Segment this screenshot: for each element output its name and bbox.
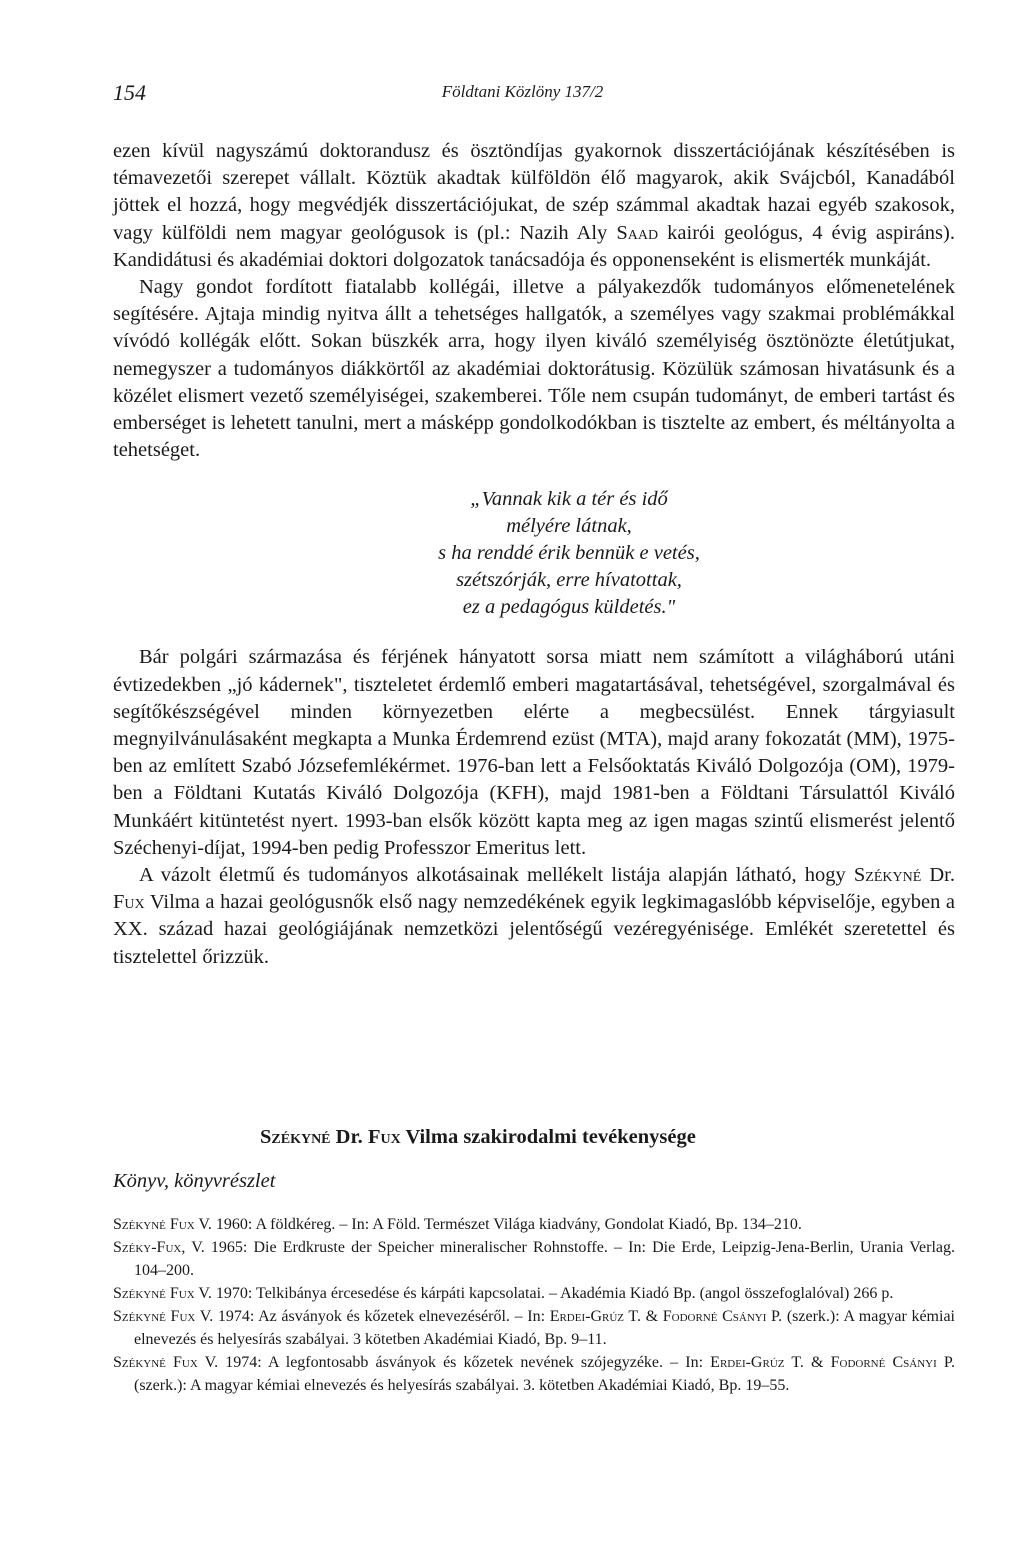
poem-line: szétszórják, erre hívatottak,: [456, 569, 682, 592]
reference-text: 1974: A legfontosabb ásványok és kőzetek nevének szójegyzéke. – In:: [218, 1354, 711, 1371]
page-number: 154: [113, 80, 146, 105]
reference-text-end: (szerk.): A magyar kémiai elnevezés és helyesírás szabályai. 3 kötetben Akadémiai Kiadó, Bp. 9–11.: [134, 1308, 955, 1348]
reference-author: Székyné Fux V.: [113, 1216, 212, 1233]
reference-author: Székyné Fux V.: [113, 1308, 214, 1325]
reference-text: 1974: Az ásványok és kőzetek elnevezéséről. – In:: [213, 1308, 550, 1325]
bibliography-section: [113, 1126, 955, 1206]
reference-text: 1960: A földkéreg. – In: A Föld. Természet Világa kiadvány, Gondolat Kiadó, Bp. 134–210.: [211, 1216, 802, 1233]
reference-author: Székyné Fux V.: [113, 1285, 212, 1302]
paragraph-4-end: Vilma a hazai geológusnők első nagy nemzedékének egyik legkimagaslóbb képviselője, egyben a XX. század hazai geológiájának nemzetközi jelentőségű vezéregyénisége. Emlékét szeretettel és tisztelettel őrizzük.: [113, 891, 955, 968]
article-body: [113, 138, 955, 971]
reference-editors: Erdei-Grúz T. & Fodorné Csányi P.: [549, 1308, 783, 1325]
paragraph-3: Bár polgári származása és férjének hányatott sorsa miatt nem számított a világháború utáni évtizedekben „jó kádernek", tiszteletet érdemlő emberi magatartásával, tehetségével, szorgalmával és segítőkészségével minden környezetben elérte a megbecsülést. Ennek tárgyiasult megnyilvánulásaként megkapta a Munka Érdemrend ezüst (MTA), majd arany fokozatát (MM), 1975-ben az említett Szabó Józsefemlékérmet. 1976-ban lett a Felsőoktatás Kiváló Dolgozója (OM), 1979-ben a Földtani Kutatás Kiváló Dolgozója (KFH), majd 1981-ben a Földtani Társulattól Kiváló Munkáért kitüntetést nyert. 1993-ban elsők között kapta meg az igen magas szintű elismerést jelentő Széchenyi-díjat, 1994-ben pedig Professzor Emeritus lett.: [113, 646, 955, 859]
paragraph-4-text: A vázolt életmű és tudományos alkotásainak mellékelt listája alapján látható, hogy: [139, 864, 854, 887]
poem-line: s ha renddé érik bennük e vetés,: [438, 542, 700, 565]
reference-item: [113, 1351, 955, 1397]
reference-editors: Erdei-Grúz T. & Fodorné Csányi P.: [710, 1354, 955, 1371]
reference-author: Széky-Fux, V.: [113, 1239, 205, 1256]
author-name-fux: Fux: [113, 891, 145, 914]
title-name-fux: Fux: [367, 1126, 401, 1148]
reference-author: Székyné Fux V.: [113, 1354, 219, 1371]
title-dr: Dr.: [330, 1126, 368, 1148]
paragraph-4: [113, 862, 955, 971]
poem-line: ez a pedagógus küldetés.": [462, 596, 676, 619]
author-name-szekyne: Székyné: [853, 864, 922, 887]
paragraph-2: Nagy gondot fordított fiatalabb kollégái, illetve a pályakezdők tudományos előmenetelének segítésére. Ajtaja mindig nyitva állt a tehetséges hallgatók, a személyes vagy szakmai problémákkal vívódó kollégák előtt. Sokan büszkék arra, hogy ilyen kiváló személyiség ösztönözte életútjukat, nemegyszer a tudományos diákkörtől az akadémiai doktorátusig. Közülük számosan hivatásunk és a közélet elismert vezető személyiségei, szakemberei. Tőle nem csupán tudományt, de emberi tartást és emberséget is lehetett tanulni, mert a másképp gondolkodókban is tisztelte az embert, és méltányolta a tehetséget.: [113, 276, 955, 462]
paragraph-1: [113, 138, 955, 274]
paragraph-1-end: kairói geológus, 4 évig aspiráns). Kandidátusi és akadémiai doktori dolgozatok tanácsadója és opponenseként is elismerték munkáját.: [113, 221, 955, 271]
author-name-saad: Saad: [616, 221, 659, 244]
page-header: [113, 80, 932, 110]
paragraph-4-title: Dr.: [921, 864, 956, 887]
poem-line: mélyére látnak,: [506, 515, 632, 538]
reference-text: 1970: Telkibánya ércesedése és kárpáti kapcsolatai. – Akadémia Kiadó Bp. (angol összefoglalóval) 266 p.: [211, 1285, 894, 1302]
section-subtitle: Könyv, könyvrészlet: [113, 1170, 276, 1192]
reference-item: [113, 1305, 955, 1351]
reference-text-end: (szerk.): A magyar kémiai elnevezés és helyesírás szabályai. 3. kötetben Akadémiai Kiadó, Bp. 19–55.: [134, 1377, 790, 1394]
title-rest: Vilma szakirodalmi tevékenysége: [400, 1126, 696, 1148]
paragraph-1-text: ezen kívül nagyszámú doktorandusz és ösztöndíjas gyakornok disszertációjának készítésében is témavezetői szerepet vállalt. Köztük akadtak külföldön élő magyarok, akik Svájcból, Kanadából jöttek el hozzá, hogy megvédjék disszertációjukat, de szép számmal akadtak hazai egyéb szakosok, vagy külföldi nem magyar geológusok is (pl.: Nazih Aly: [113, 140, 955, 244]
reference-item: [113, 1213, 955, 1236]
reference-item: [113, 1236, 955, 1282]
section-title: [260, 1126, 696, 1149]
poem-line: „Vannak kik a tér és idő: [470, 488, 668, 511]
title-name-szekyne: Székyné: [260, 1126, 331, 1148]
reference-text: 1965: Die Erdkruste der Speicher mineralischer Rohnstoffe. – In: Die Erde, Leipzig-Jena-Berlin, Urania Verlag. 104–200.: [134, 1239, 955, 1279]
poem-quote: [113, 486, 955, 621]
reference-list: [113, 1213, 955, 1397]
reference-item: [113, 1282, 955, 1305]
journal-title: Földtani Közlöny 137/2: [441, 82, 604, 101]
